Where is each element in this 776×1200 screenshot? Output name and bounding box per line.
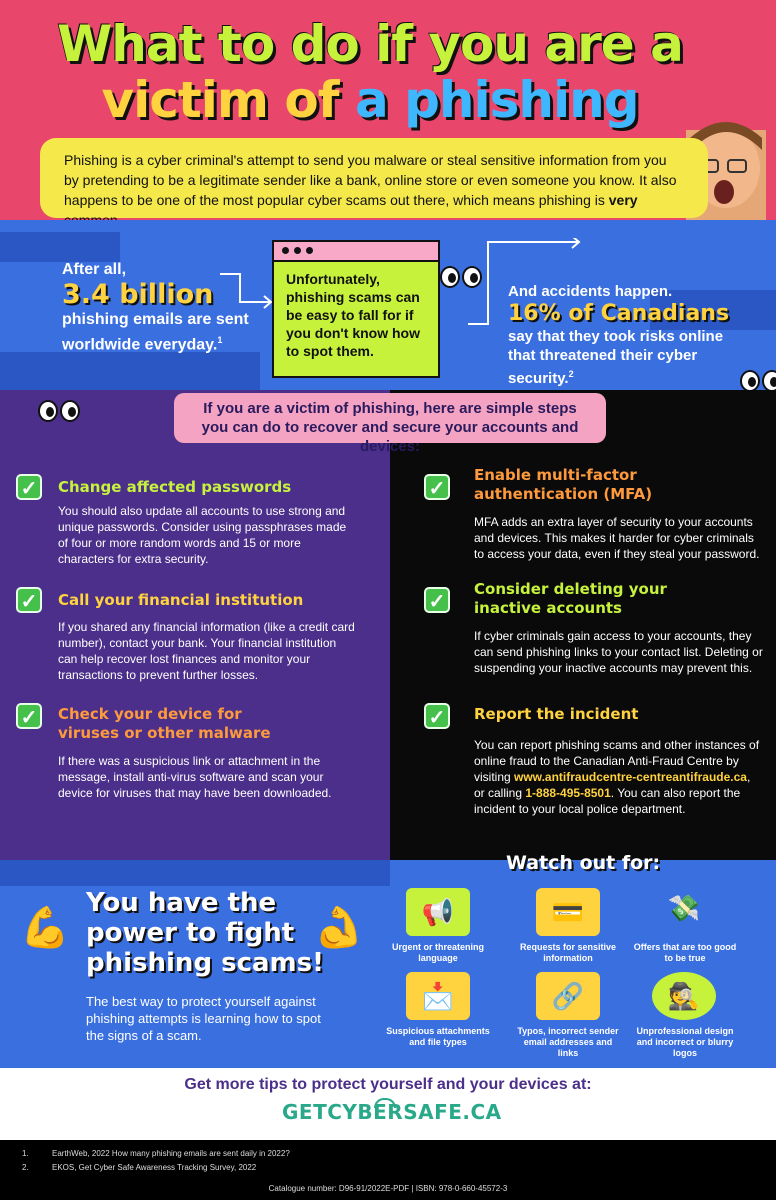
flexed-arm-icon: 💪 (314, 906, 364, 950)
intro-text: Phishing is a cyber criminal's attempt to send you malware or steal sensitive information from you by pretending to be a legitimate sender like a bank, online store or even someone you know. It also happens to be one of the most popular cyber scams out there, which means phishing is (64, 152, 677, 208)
watch-title: Watch out for: (506, 852, 661, 874)
watch-item-label: Urgent or threatening language (391, 942, 484, 963)
flexed-arm-icon: 💪 (20, 906, 70, 950)
step-financial-body: If you shared any financial information (like a credit card number), contact your bank. Your financial institution can help recover lost finances and monitor your transactions to prevent further losses. (58, 620, 355, 682)
stat-right-pre: And accidents happen. (508, 283, 673, 300)
check-icon: ✓ (424, 474, 450, 500)
watch-item-label: Suspicious attachments and file types (386, 1026, 490, 1047)
eyes-icon (740, 370, 776, 392)
title-line-2b: a phishing (354, 71, 639, 129)
check-icon: ✓ (16, 587, 42, 613)
power-title: You have the power to fight phishing scams! (86, 888, 324, 978)
credit-card-icon: 💳 (536, 888, 600, 936)
intro-box (40, 138, 708, 218)
footnote-2: 2 (568, 369, 574, 379)
report-text-1: You can report phishing scams and other instances of online fraud to the Canadian Anti-Fraud Centre by visiting (474, 738, 760, 784)
intro-emphasis: very (608, 192, 638, 208)
reference-text: EarthWeb, 2022 How many phishing emails are sent daily in 2022? (52, 1149, 290, 1158)
step-inactive-title (474, 580, 764, 618)
footnote-1: 1 (217, 335, 223, 345)
step-mfa-title (474, 466, 764, 504)
watch-item-label: Offers that are too good to be true (633, 942, 737, 963)
catalogue-number: Catalogue number: D96-91/2022E-PDF | ISBN: 978-0-660-45572-3 (268, 1184, 508, 1193)
spy-icon: 🕵 (652, 972, 716, 1020)
report-text-2: , or calling (474, 770, 751, 800)
step-passwords-body: You should also update all accounts to use strong and unique passwords. Consider using passphrases made of four or more random words and 15 or more characters for extra security. (58, 504, 347, 566)
browser-window (272, 240, 440, 378)
getcybersafe-logo[interactable]: GETCYBERSAFE.CA (282, 1100, 502, 1124)
report-text-3: . You can also report the incident to your local police department. (474, 786, 741, 816)
step-inactive-body: If cyber criminals gain access to your accounts, they can send phishing links to your contact list. Deleting or suspending your inactive accounts may prevent this. (474, 629, 763, 675)
reference-number: 2. (22, 1163, 29, 1172)
stat-canadians (508, 282, 738, 388)
step-mfa-title-2: authentication (MFA) (474, 485, 653, 503)
watch-item-label: Unprofessional design and incorrect or blurry logos (636, 1026, 734, 1058)
eyes-icon (38, 400, 80, 422)
check-icon: ✓ (424, 587, 450, 613)
money-icon: 💸 (667, 892, 701, 923)
step-passwords-title: Change affected passwords (58, 478, 292, 496)
chain-link-icon: 🔗 (536, 972, 600, 1020)
envelope-alert-icon: 📩 (406, 972, 470, 1020)
step-mfa-title-1: Enable multi-factor (474, 466, 637, 484)
window-text: Unfortunately, phishing scams can be easy to fall for if you don't know how to spot them. (286, 271, 420, 359)
power-body: The best way to protect yourself against phishing attempts is learning how to spot the signs of a scam. (86, 994, 321, 1043)
reference-text: EKOS, Get Cyber Safe Awareness Tracking Survey, 2022 (52, 1163, 257, 1172)
step-report-body (474, 737, 764, 817)
stat-left-post: phishing emails are sent worldwide everyday. (62, 311, 249, 354)
step-mfa-body: MFA adds an extra layer of security to your accounts and devices. This makes it harder for cyber criminals to access your data, even if they steal your password. (474, 515, 760, 561)
stat-right-post: say that they took risks online that threatened their cyber security. (508, 328, 724, 387)
watch-item-label: Typos, incorrect sender email addresses and links (517, 1026, 619, 1058)
title-line-2a: victim of (101, 71, 355, 129)
step-device-body: If there was a suspicious link or attachment in the message, install anti-virus software and scan your device for viruses that may have been downloaded. (58, 754, 332, 800)
window-bar (274, 242, 438, 262)
check-icon: ✓ (16, 703, 42, 729)
watch-item-label: Requests for sensitive information (519, 942, 617, 963)
reference-number: 1. (22, 1149, 29, 1158)
stat-left-big: 3.4 billion (62, 279, 214, 310)
step-report-title: Report the incident (474, 705, 639, 723)
step-financial-title: Call your financial institution (58, 591, 304, 609)
step-device-title-1: Check your device for (58, 705, 242, 723)
check-icon: ✓ (424, 703, 450, 729)
stat-right-big: 16% of Canadians (508, 301, 730, 326)
check-icon: ✓ (16, 474, 42, 500)
reference-2 (22, 1162, 256, 1173)
stat-left-pre: After all, (62, 261, 127, 278)
step-device-title (58, 705, 378, 743)
reference-1 (22, 1148, 290, 1159)
antifraud-phone-link[interactable]: 1-888-495-8501 (525, 786, 611, 800)
step-inactive-title-2: inactive accounts (474, 599, 622, 617)
steps-intro: If you are a victim of phishing, here are simple steps you can do to recover and secure your accounts and devices: (174, 393, 606, 443)
title-line-1: What to do if you are a (57, 15, 683, 73)
antifraud-link[interactable]: www.antifraudcentre-centreantifraude.ca (514, 770, 747, 784)
step-inactive-title-1: Consider deleting your (474, 580, 667, 598)
step-device-title-2: viruses or other malware (58, 724, 271, 742)
footer-cta: Get more tips to protect yourself and your devices at: (184, 1076, 592, 1093)
arrow-icon (218, 272, 278, 312)
megaphone-icon: 📢 (406, 888, 470, 936)
